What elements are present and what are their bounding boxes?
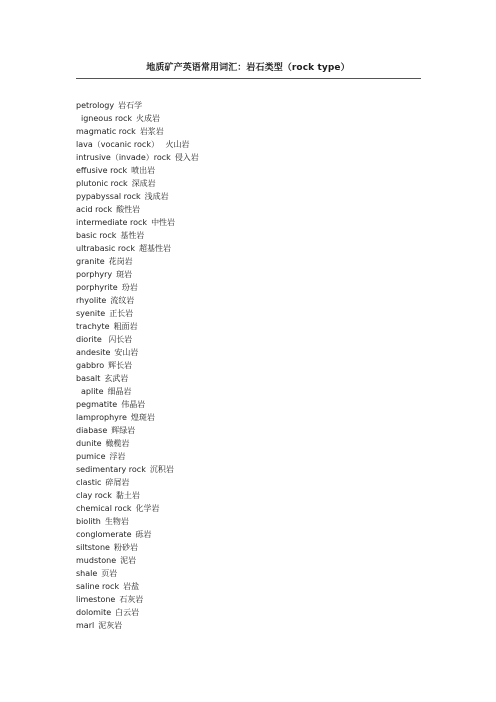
term-chinese: 侵入岩: [174, 153, 199, 162]
term-chinese: 喷出岩: [131, 166, 156, 175]
document-title: 地质矿产英语常用词汇：岩石类型（rock type）: [146, 63, 350, 73]
term-chinese: 浅成岩: [144, 192, 169, 201]
term-english: igneous rock: [81, 114, 133, 123]
term-chinese: 岩石学: [118, 101, 143, 110]
term-chinese: 细晶岩: [107, 387, 132, 396]
term-english: rhyolite: [76, 296, 107, 305]
term-english: marl: [76, 621, 95, 630]
term-chinese: 辉长岩: [108, 361, 133, 370]
term-chinese: 流纹岩: [110, 296, 135, 305]
list-item: [76, 177, 199, 190]
term-english: intrusive（invade）rock: [76, 153, 171, 162]
list-item: [76, 203, 199, 216]
term-chinese: 沉积岩: [149, 465, 174, 474]
term-english: basalt: [76, 374, 101, 383]
list-item: [76, 463, 199, 476]
term-chinese: 煌斑岩: [130, 413, 155, 422]
list-item: [76, 502, 199, 515]
list-item: [76, 151, 199, 164]
term-english: basic rock: [76, 231, 117, 240]
list-item: [76, 346, 199, 359]
list-item: [76, 359, 199, 372]
term-chinese: 粗面岩: [113, 322, 138, 331]
term-english: shale: [76, 569, 98, 578]
term-english: limestone: [76, 595, 116, 604]
term-chinese: 酸性岩: [116, 205, 141, 214]
term-chinese: 伟晶岩: [121, 400, 146, 409]
list-item: [76, 489, 199, 502]
term-english: dunite: [76, 439, 102, 448]
list-item: [76, 411, 199, 424]
list-item: [76, 450, 199, 463]
term-english: porphyry: [76, 270, 113, 279]
term-english: plutonic rock: [76, 179, 128, 188]
term-chinese: 基性岩: [120, 231, 145, 240]
term-chinese: 浮岩: [109, 452, 126, 461]
list-item: [76, 320, 199, 333]
term-english: biolith: [76, 517, 101, 526]
term-english: clay rock: [76, 491, 112, 500]
term-english: lamprophyre: [76, 413, 127, 422]
list-item: [76, 164, 199, 177]
term-english: saline rock: [76, 582, 120, 591]
list-item: [76, 476, 199, 489]
term-english: dolomite: [76, 608, 112, 617]
term-chinese: 安山岩: [114, 348, 139, 357]
term-chinese: 黏土岩: [115, 491, 140, 500]
term-chinese: 橄榄岩: [105, 439, 130, 448]
list-item: [76, 307, 199, 320]
list-item: [76, 112, 199, 125]
term-chinese: 页岩: [101, 569, 118, 578]
list-item: [76, 554, 199, 567]
term-english: clastic: [76, 478, 102, 487]
term-english: magmatic rock: [76, 127, 136, 136]
term-english: porphyrite: [76, 283, 118, 292]
term-english: pypabyssal rock: [76, 192, 141, 201]
term-chinese: 斑岩: [116, 270, 133, 279]
term-chinese: 超基性岩: [138, 244, 171, 253]
term-chinese: 石灰岩: [119, 595, 144, 604]
list-item: [76, 606, 199, 619]
term-english: acid rock: [76, 205, 113, 214]
list-item: [76, 333, 199, 346]
term-chinese: 岩浆岩: [139, 127, 164, 136]
term-chinese: 生物岩: [104, 517, 129, 526]
title-divider: [76, 78, 421, 79]
term-english: mudstone: [76, 556, 117, 565]
term-english: conglomerate: [76, 530, 132, 539]
term-english: sedimentary rock: [76, 465, 146, 474]
list-item: [76, 138, 199, 151]
term-chinese: 辉绿岩: [111, 426, 136, 435]
list-item: [76, 593, 199, 606]
list-item: [76, 281, 199, 294]
term-chinese: 玄武岩: [104, 374, 129, 383]
list-item: [76, 567, 199, 580]
term-list: [76, 99, 199, 632]
term-english: granite: [76, 257, 105, 266]
term-chinese: 白云岩: [115, 608, 140, 617]
term-english: effusive rock: [76, 166, 128, 175]
term-english: pumice: [76, 452, 106, 461]
term-chinese: 岩盐: [123, 582, 140, 591]
term-chinese: 火成岩: [136, 114, 161, 123]
list-item: [76, 580, 199, 593]
list-item: [76, 99, 199, 112]
term-chinese: 泥岩: [120, 556, 137, 565]
list-item: [76, 125, 199, 138]
list-item: [76, 541, 199, 554]
list-item: [76, 268, 199, 281]
list-item: [76, 424, 199, 437]
term-english: ultrabasic rock: [76, 244, 135, 253]
term-chinese: 玢岩: [121, 283, 138, 292]
list-item: [76, 385, 199, 398]
term-english: syenite: [76, 309, 106, 318]
term-chinese: 碎屑岩: [105, 478, 130, 487]
term-english: diabase: [76, 426, 108, 435]
term-english: andesite: [76, 348, 111, 357]
list-item: [76, 229, 199, 242]
term-english: aplite: [81, 387, 104, 396]
term-chinese: 闪长岩: [105, 335, 133, 344]
term-english: chemical rock: [76, 504, 132, 513]
term-english: petrology: [76, 101, 115, 110]
term-chinese: 火山岩: [162, 140, 190, 149]
list-item: [76, 190, 199, 203]
term-chinese: 砾岩: [135, 530, 152, 539]
term-english: siltstone: [76, 543, 110, 552]
list-item: [76, 437, 199, 450]
term-english: intermediate rock: [76, 218, 148, 227]
term-english: trachyte: [76, 322, 110, 331]
term-english: pegmatite: [76, 400, 118, 409]
list-item: [76, 372, 199, 385]
list-item: [76, 619, 199, 632]
list-item: [76, 216, 199, 229]
term-chinese: 花岗岩: [108, 257, 133, 266]
term-chinese: 中性岩: [151, 218, 176, 227]
list-item: [76, 515, 199, 528]
term-chinese: 正长岩: [109, 309, 134, 318]
term-english: gabbro: [76, 361, 105, 370]
term-chinese: 粉砂岩: [113, 543, 138, 552]
term-english: diorite: [76, 335, 102, 344]
list-item: [76, 242, 199, 255]
list-item: [76, 528, 199, 541]
list-item: [76, 255, 199, 268]
term-chinese: 泥灰岩: [98, 621, 123, 630]
list-item: [76, 398, 199, 411]
term-chinese: 深成岩: [131, 179, 156, 188]
term-chinese: 化学岩: [135, 504, 160, 513]
list-item: [76, 294, 199, 307]
term-english: lava（vocanic rock）: [76, 140, 159, 149]
